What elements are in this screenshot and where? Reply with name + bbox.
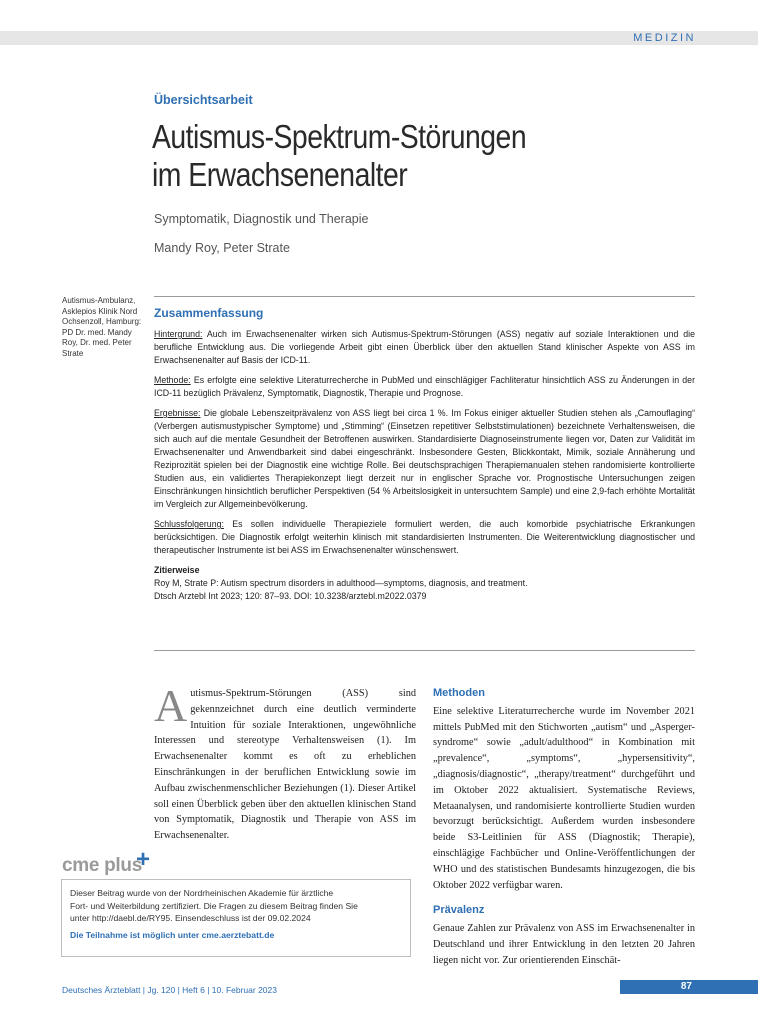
method-text: Es erfolgte eine selektive Literaturrecherche in PubMed und einschlägiger Fachliteratur hinsichtlich ASS zu Änderungen in der ICD-11 bezüglich Prävalenz, Symptomatik, Diagnostik, Therapie und Prognose. (154, 375, 695, 398)
article-authors: Mandy Roy, Peter Strate (154, 241, 290, 255)
title-line-1: Autismus-Spektrum-Störungen (152, 118, 527, 155)
right-column (433, 686, 695, 969)
plus-icon: + (136, 846, 151, 873)
intro-text: utismus-Spektrum-Störungen (ASS) sind gekennzeichnet durch eine deutlich verminderte Intuition für soziale Interaktionen, ungewöhnliche Interessen und stereotype Verhaltensweisen (1). Im Erwachsenenalter kommt es oft zu erheblichen Einschränkungen in der beruflichen Entwicklung sowie im Aufbau zwischenmenschlicher Beziehungen (1). Dieser Artikel soll einen Überblick geben über den aktuellen klinischen Stand von Symptomatik, Diagnostik und Therapie von ASS im Erwachsenenalter. (154, 688, 416, 842)
abstract-method (154, 374, 695, 400)
section-label: MEDIZIN (633, 32, 696, 44)
conclusion-text: Es sollen individuelle Therapieziele formuliert werden, die auch komorbide psychiatrische Erkrankungen berücksichtigen. Die Diagnostik erfolgt weiterhin klinisch mit standardisierten Instrumenten. Die Weiterentwicklung diagnostischer und therapeutischer Instrumente ist bei ASS im Erwachsenenalter wünschenswert. (154, 519, 695, 555)
method-label: Methode: (154, 375, 191, 385)
background-label: Hintergrund: (154, 329, 203, 339)
article-type: Übersichtsarbeit (154, 93, 253, 107)
results-label: Ergebnisse: (154, 408, 201, 418)
cme-line-2: Fort- und Weiterbildung zertifiziert. Die Fragen zu diesem Beitrag finden Sie (70, 900, 358, 911)
conclusion-label: Schlussfolgerung: (154, 519, 224, 529)
title-line-2: im Erwachsenenalter (152, 156, 408, 193)
article-title (152, 118, 526, 194)
citation-line-2: Dtsch Arztebl Int 2023; 120: 87–93. DOI: 10.3238/arztebl.m2022.0379 (154, 591, 427, 601)
drop-cap: A (154, 680, 188, 731)
abstract-heading: Zusammenfassung (154, 306, 264, 320)
cme-info-box (61, 879, 411, 957)
methods-heading: Methoden (433, 687, 485, 699)
abstract (154, 307, 695, 603)
page-number: 87 (680, 981, 692, 992)
cme-line-3: unter http://daebl.de/RY95. Einsendeschluss ist der 09.02.2024 (70, 913, 311, 923)
intro-column (154, 680, 416, 844)
author-affiliation: Autismus-Ambulanz, Asklepios Klinik Nord Ochsenzoll, Hamburg: PD Dr. med. Mandy Roy, Dr. med. Peter Strate (62, 296, 142, 358)
citation-heading: Zitierweise (154, 565, 200, 575)
cme-plus-logo: cme plus (62, 855, 142, 876)
citation-line-1: Roy M, Strate P: Autism spectrum disorders in adulthood—symptoms, diagnosis, and treatment. (154, 578, 528, 588)
abstract-bottom-rule (154, 650, 695, 651)
prevalence-heading: Prävalenz (433, 904, 485, 917)
results-text: Die globale Lebenszeitprävalenz von ASS liegt bei circa 1 %. Im Fokus einiger aktueller Studien stehen als „Camouflaging“ (Verbergen autismustypischer Symptome) und „Stimming“ (Einsetzen repetitiver Selbststimulationen) bezeichnete Verhaltensweisen, die sich auch auf die mentale Gesundheit der Betroffenen auswirken. Standardisierte Diagnoseinstrumente liegen vor, Daten zur Validität im Erwachsenenalter und Anwendbarkeit sind dabei eingeschränkt. Insbesondere Gesten, Blickkontakt, Mimik, soziale Annäherung und Reziprozität spielen bei der Diagnostik eine wichtige Rolle. Bei deutschsprachigen Therapiemanualen stehen randomisierte kontrollierte Studien aus, ein validiertes Therapiekonzept liegt derzeit nur in englischer Sprache vor. Prognostische Untersuchungen zeigen Einschränkungen hinsichtlich beruflicher Perspektiven (54 % Arbeitslosigkeit in untersuchtem Sample) und eine 2,9-fach erhöhte Mortalität im Vergleich zur Allgemeinbevölkerung. (154, 408, 695, 509)
methods-text: Eine selektive Literaturrecherche wurde im November 2021 mittels PubMed mit den Stichworten „autism“ und „Asperger-syndrome“ sowie „adult/adulthood“ in Kombination mit „prevalence“, „symptoms“, „hypersensitivity“, „diagnosis/diagnostic“, „therapy/treatment“ durchgeführt und im Oktober 2022 aktualisiert. Systematische Reviews, Metaanalysen, und randomisierte kontrollierte Studien wurden bevorzugt berücksichtigt. Außerdem wurden insbesondere beide S3-Leitlinien für ASS (Diagnostik; Therapie), einschlägige Fachbücher und Online-Veröffentlichungen der WHO und des statistischen Bundesamts hinzugezogen, die bis Oktober 2022 verfügbar waren. (433, 705, 695, 891)
abstract-top-rule (154, 296, 695, 297)
prevalence-text: Genaue Zahlen zur Prävalenz von ASS im Erwachsenenalter in Deutschland und ihrer Entwicklung in den letzten 20 Jahren liegen nicht vor. Zur orientierenden Einschät- (433, 923, 695, 966)
background-text: Auch im Erwachsenenalter wirken sich Autismus-Spektrum-Störungen (ASS) negativ auf soziale Interaktionen und die berufliche Entwicklung aus. Die vorliegende Arbeit gibt einen Überblick über den aktuellen Stand klinischer Aspekte von ASS im Erwachsenenalter auf Basis der ICD-11. (154, 329, 695, 365)
abstract-conclusion (154, 518, 695, 557)
article-subtitle: Symptomatik, Diagnostik und Therapie (154, 212, 369, 226)
footer-journal-info: Deutsches Ärzteblatt | Jg. 120 | Heft 6 | 10. Februar 2023 (62, 985, 277, 995)
cme-participation-link[interactable]: Die Teilnahme ist möglich unter cme.aerztebatt.de (70, 929, 275, 940)
cme-line-1: Dieser Beitrag wurde von der Nordrheinischen Akademie für ärztliche (70, 888, 334, 898)
abstract-background (154, 328, 695, 367)
abstract-results (154, 407, 695, 511)
